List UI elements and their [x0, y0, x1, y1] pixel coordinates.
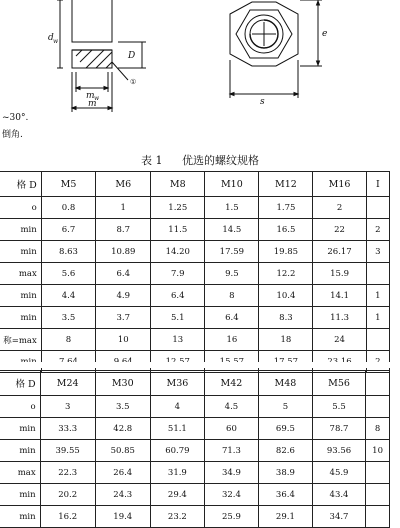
table-row [0, 329, 390, 351]
value-cell: 6.4 [205, 307, 259, 329]
value-cell: 1 [96, 197, 151, 219]
value-cell: 15.9 [313, 263, 366, 285]
table-row [0, 418, 390, 440]
value-cell: 3.5 [41, 307, 96, 329]
value-cell: 1 [366, 285, 389, 307]
value-cell: 16.2 [40, 506, 95, 528]
value-cell: 50.85 [95, 440, 150, 462]
value-cell: 19.4 [95, 506, 150, 528]
value-cell: 13 [151, 329, 205, 351]
value-cell: 4.4 [41, 285, 96, 307]
header-cell: M8 [151, 172, 205, 197]
note-chamfer: 倒角. [2, 130, 23, 140]
value-cell: 69.5 [258, 418, 312, 440]
table-row [0, 263, 390, 285]
row-label-cell: min [0, 241, 41, 263]
table-row [0, 285, 390, 307]
value-cell: 8 [205, 285, 259, 307]
svg-text:w: w [94, 95, 100, 102]
header-cell: M10 [205, 172, 259, 197]
value-cell: 11.3 [313, 307, 366, 329]
value-cell: 60 [204, 418, 258, 440]
table-row [0, 440, 390, 462]
table-row [0, 219, 390, 241]
table-header-row [0, 371, 390, 396]
row-label-cell: 称=max [0, 329, 41, 351]
row-label-cell: o [0, 197, 41, 219]
row-label-cell: min [0, 285, 41, 307]
row-label-cell: min [0, 418, 40, 440]
table-row [0, 506, 390, 528]
value-cell: 14.1 [313, 285, 366, 307]
value-cell: 8.3 [259, 307, 313, 329]
value-cell [366, 396, 390, 418]
value-cell: 45.9 [312, 462, 365, 484]
value-cell: 7.9 [151, 263, 205, 285]
nut-top-view [230, 0, 322, 98]
value-cell: 25.9 [204, 506, 258, 528]
svg-text:w: w [53, 38, 59, 45]
value-cell: 36.4 [258, 484, 312, 506]
value-cell: 16 [205, 329, 259, 351]
value-cell: 9.5 [205, 263, 259, 285]
value-cell: 34.7 [312, 506, 365, 528]
hex-nut-drawing [0, 0, 400, 112]
value-cell: 3.7 [96, 307, 151, 329]
value-cell: 10.89 [96, 241, 151, 263]
header-label-cell: 格 D [0, 172, 41, 197]
value-cell: 1.25 [151, 197, 205, 219]
label-m: m [88, 99, 97, 109]
value-cell: 12.2 [259, 263, 313, 285]
value-cell: 43.4 [312, 484, 365, 506]
table-row [0, 462, 390, 484]
value-cell: 0.8 [41, 197, 96, 219]
value-cell: 5.5 [312, 396, 365, 418]
value-cell: 22.3 [40, 462, 95, 484]
value-cell: 1.5 [205, 197, 259, 219]
value-cell: 1.75 [259, 197, 313, 219]
value-cell: 6.4 [96, 263, 151, 285]
value-cell: 6.7 [41, 219, 96, 241]
value-cell: 3.5 [95, 396, 150, 418]
value-cell: 51.1 [150, 418, 204, 440]
table-title: 优选的螺纹规格 [182, 154, 259, 167]
value-cell [366, 462, 390, 484]
header-cell: M24 [40, 371, 95, 396]
table-row [0, 307, 390, 329]
value-cell: 3 [366, 241, 389, 263]
header-cell: M16 [313, 172, 366, 197]
value-cell [366, 263, 389, 285]
value-cell: 2 [313, 197, 366, 219]
table-caption [0, 152, 400, 168]
thread-size-table-1 [0, 171, 390, 373]
header-cell: M6 [96, 172, 151, 197]
value-cell: 82.6 [258, 440, 312, 462]
value-cell: 29.4 [150, 484, 204, 506]
value-cell: 10 [366, 440, 390, 462]
row-label-cell: min [0, 307, 41, 329]
header-cell: M12 [259, 172, 313, 197]
value-cell: 14.5 [205, 219, 259, 241]
table-row [0, 241, 390, 263]
callout-1: ① [130, 78, 137, 86]
table-row [0, 197, 390, 219]
value-cell: 60.79 [150, 440, 204, 462]
value-cell [366, 329, 389, 351]
row-label-cell: min [0, 440, 40, 462]
value-cell: 19.85 [259, 241, 313, 263]
header-cell: M56 [312, 371, 365, 396]
value-cell: 5.6 [41, 263, 96, 285]
value-cell: 26.4 [95, 462, 150, 484]
value-cell: 18 [259, 329, 313, 351]
header-cell: M42 [204, 371, 258, 396]
value-cell: 29.1 [258, 506, 312, 528]
value-cell: 20.2 [40, 484, 95, 506]
row-label-cell: min [0, 219, 41, 241]
value-cell: 5.1 [151, 307, 205, 329]
value-cell: 4.5 [204, 396, 258, 418]
value-cell: 8 [366, 418, 390, 440]
label-s: s [260, 97, 265, 107]
value-cell: 22 [313, 219, 366, 241]
row-label-cell: max [0, 263, 41, 285]
header-cell: M36 [150, 371, 204, 396]
header-cell: I [366, 172, 389, 197]
row-label-cell: max [0, 462, 40, 484]
value-cell: 71.3 [204, 440, 258, 462]
value-cell: 2 [366, 219, 389, 241]
value-cell: 78.7 [312, 418, 365, 440]
value-cell: 8 [41, 329, 96, 351]
table-separator [0, 362, 400, 368]
label-e: e [322, 29, 328, 39]
value-cell: 31.9 [150, 462, 204, 484]
value-cell [366, 484, 390, 506]
row-label-cell: min [0, 484, 40, 506]
table-row [0, 396, 390, 418]
value-cell: 33.3 [40, 418, 95, 440]
label-mw: m [86, 91, 95, 101]
value-cell: 39.55 [40, 440, 95, 462]
value-cell: 32.4 [204, 484, 258, 506]
value-cell [366, 506, 390, 528]
value-cell: 23.2 [150, 506, 204, 528]
header-label-cell: 格 D [0, 371, 40, 396]
value-cell: 10 [96, 329, 151, 351]
header-cell: M5 [41, 172, 96, 197]
label-dw: d [48, 33, 54, 43]
note-chamfer-angle: ~30°. [2, 113, 29, 123]
value-cell: 8.63 [41, 241, 96, 263]
value-cell: 42.8 [95, 418, 150, 440]
value-cell: 26.17 [313, 241, 366, 263]
table-number: 表 1 [141, 154, 163, 167]
value-cell: 34.9 [204, 462, 258, 484]
value-cell [366, 197, 389, 219]
value-cell: 38.9 [258, 462, 312, 484]
value-cell: 8.7 [96, 219, 151, 241]
header-cell [366, 371, 390, 396]
value-cell: 4.9 [96, 285, 151, 307]
value-cell: 16.5 [259, 219, 313, 241]
value-cell: 17.59 [205, 241, 259, 263]
value-cell: 93.56 [312, 440, 365, 462]
value-cell: 5 [258, 396, 312, 418]
value-cell: 6.4 [151, 285, 205, 307]
value-cell: 11.5 [151, 219, 205, 241]
value-cell: 4 [150, 396, 204, 418]
value-cell: 3 [40, 396, 95, 418]
row-label-cell: o [0, 396, 40, 418]
value-cell: 24 [313, 329, 366, 351]
table-row [0, 484, 390, 506]
thread-size-table-2 [0, 370, 390, 528]
header-cell: M30 [95, 371, 150, 396]
value-cell: 14.20 [151, 241, 205, 263]
header-cell: M48 [258, 371, 312, 396]
row-label-cell: min [0, 506, 40, 528]
value-cell: 1 [366, 307, 389, 329]
value-cell: 24.3 [95, 484, 150, 506]
label-D: D [128, 51, 136, 61]
value-cell: 10.4 [259, 285, 313, 307]
table-header-row [0, 172, 390, 197]
